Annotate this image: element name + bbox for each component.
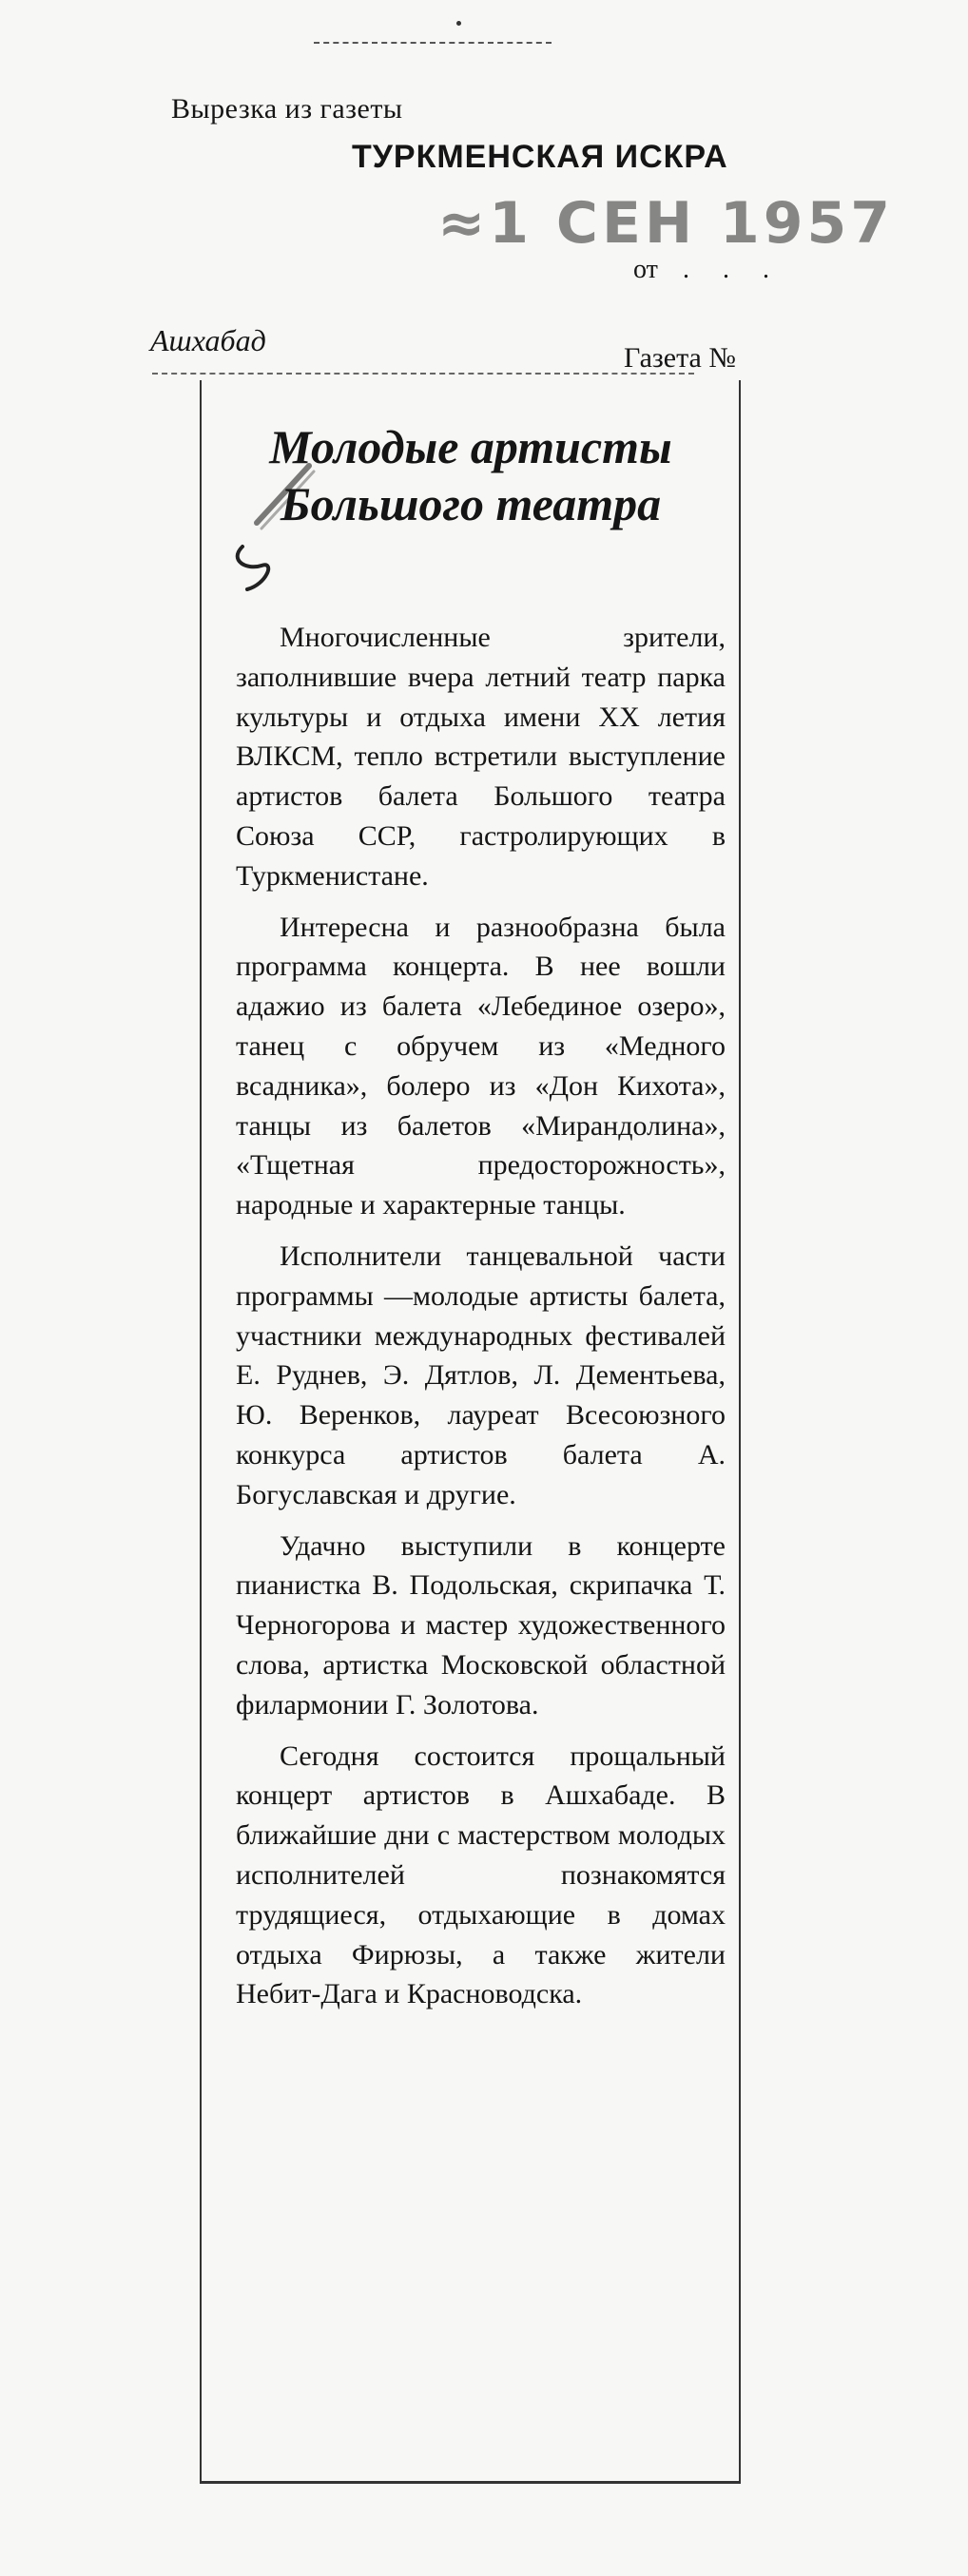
article-paragraph: Многочисленные зрители, заполнившие вчера летний театр парка культуры и отдыха имени XX летия ВЛКСМ, тепло встретили выступление артистов балета Большого театра Союза ССР, гастролирующих в Туркменистане. [236, 622, 726, 892]
article-paragraph: Интересна и разнообразна была программа концерта. В нее вошли адажио из балета «Лебединое озеро», танец с обручем из «Медного всадника», болеро из «Дон Кихота», танцы из балетов «Мирандолина», «Тщетная предосторожность», народные и характерные танцы. [236, 911, 726, 1221]
newspaper-name: ТУРКМЕНСКАЯ ИСКРА [352, 139, 728, 175]
top-dashed-rule [314, 42, 552, 44]
city-label: Ашхабад [150, 323, 266, 357]
article-paragraph: Удачно выступили в концерте пианистка В. Подольская, скрипачка Т. Черногорова и мастер художественного слова, артистка Московской областной филармонии Г. Золотова. [236, 1529, 726, 1721]
date-stamp: ≈1 СЕН 1957 [437, 190, 895, 257]
clipping-label: Вырезка из газеты [171, 93, 403, 125]
article-paragraph: Исполнители танцевальной части программы —молодые артисты балета, участники международных фестивалей Е. Руднев, Э. Дятлов, Л. Дементьева, Ю. Веренков, лауреат Всесоюзного конкурса артистов балета А. Богуславская и другие. [236, 1240, 726, 1510]
from-label: от [633, 255, 658, 284]
article-paragraph: Сегодня состоится прощальный концерт артистов в Ашхабаде. В ближайшие дни с мастерством молодых исполнителей познакомятся трудящиеся, отдыхающие в домах отдыха Фирюзы, а также жители Небит-Дага и Красноводска. [236, 1740, 726, 2010]
from-dots: . . . [683, 255, 783, 284]
article-body [236, 618, 726, 2026]
article-headline: Молодые артисты Большого театра [269, 420, 672, 530]
issue-number-label: Газета № [624, 342, 736, 374]
ink-dot [456, 21, 461, 26]
header-dashed-rule [152, 373, 694, 375]
